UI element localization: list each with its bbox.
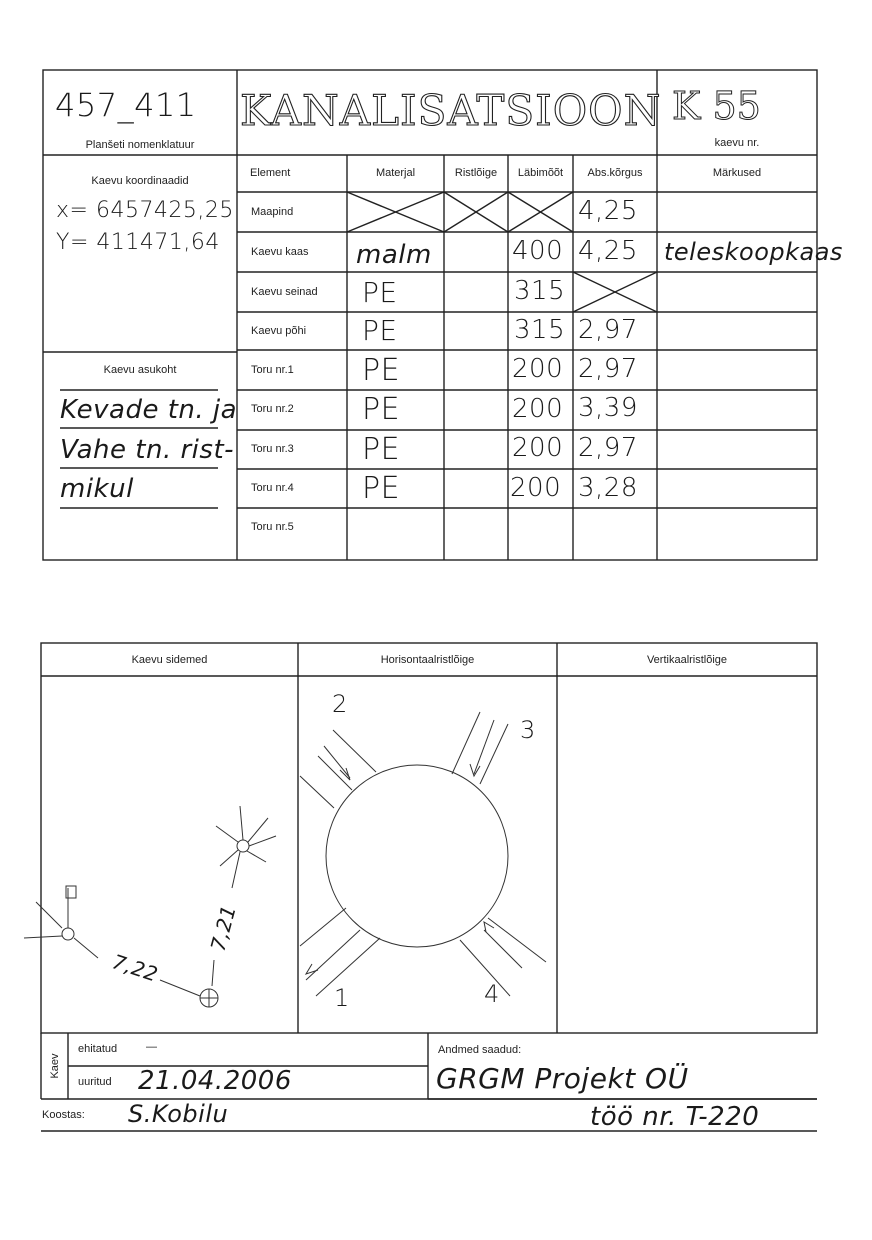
tie-distance-2: 7,21 (205, 902, 241, 954)
planset-label: Planšeti nomenklatuur (85, 139, 195, 151)
pipe-number-2: 2 (332, 690, 348, 718)
row-material: PE (362, 471, 401, 506)
row-element: Toru nr.4 (251, 482, 294, 494)
data-from-label: Andmed saadud: (438, 1044, 522, 1056)
row-element: Kaevu seinad (251, 286, 318, 298)
work-number: töö nr. T-220 (590, 1102, 760, 1132)
pipe-number-4: 4 (484, 980, 500, 1008)
row-height: 2,97 (578, 354, 638, 384)
col-cross-section: Ristlõige (454, 167, 498, 179)
row-height: 2,97 (578, 315, 638, 345)
planset-value: 457_411 (55, 86, 197, 124)
row-diameter: 200 (512, 433, 564, 463)
location-line-3: mikul (60, 474, 134, 504)
location-line-1: Kevade tn. ja (60, 395, 238, 425)
coord-y: Y= 411471,64 (56, 230, 220, 255)
form-title: KANALISATSIOON (240, 86, 662, 135)
row-diameter: 200 (512, 354, 564, 384)
col-notes: Märkused (712, 167, 762, 179)
col-diameter: Läbimõõt (517, 167, 564, 179)
col-abs-height: Abs.kõrgus (587, 167, 643, 179)
row-height: 3,39 (578, 393, 638, 423)
row-material: PE (362, 353, 401, 388)
built-value: — (146, 1041, 157, 1053)
built-label: ehitatud (78, 1043, 118, 1055)
row-element: Toru nr.3 (251, 443, 294, 455)
row-material: PE (362, 276, 398, 309)
horizontal-section-label: Horisontaalristlõige (380, 654, 475, 666)
horizontal-section-drawing (300, 712, 546, 996)
row-material: PE (362, 314, 398, 347)
row-diameter: 400 (512, 236, 564, 266)
row-material: PE (362, 392, 401, 427)
data-from-value: GRGM Projekt OÜ (436, 1062, 689, 1095)
row-height: 3,28 (578, 473, 638, 503)
ties-label: Kaevu sidemed (131, 654, 208, 666)
coord-x: x= 6457425,25 (56, 198, 234, 223)
surveyed-value: 21.04.2006 (138, 1066, 292, 1096)
row-element: Toru nr.2 (251, 403, 294, 415)
compiled-label: Koostas: (42, 1109, 85, 1121)
row-element: Toru nr.1 (251, 364, 294, 376)
vertical-section-label: Vertikaalristlõige (646, 654, 728, 666)
row-material: PE (362, 432, 401, 467)
compiled-value: S.Kobilu (128, 1100, 229, 1128)
row-diameter: 200 (510, 473, 562, 503)
coords-label: Kaevu koordinaadid (91, 175, 189, 187)
location-line-2: Vahe tn. rist- (60, 435, 235, 465)
row-material: malm (356, 240, 432, 270)
row-element: Kaevu kaas (251, 246, 309, 258)
location-label: Kaevu asukoht (103, 364, 177, 376)
surveyed-label: uuritud (78, 1076, 112, 1088)
row-height: 4,25 (578, 196, 638, 226)
tie-distance-1: 7,22 (109, 949, 162, 987)
row-notes: teleskoopkaas (664, 238, 843, 266)
well-number-label: kaevu nr. (714, 137, 760, 149)
row-height: 2,97 (578, 433, 638, 463)
row-diameter: 315 (514, 276, 566, 306)
pipe-number-3: 3 (520, 716, 536, 744)
row-height: 4,25 (578, 236, 638, 266)
well-vertical-label: Kaev (49, 1053, 61, 1079)
col-element: Element (250, 167, 291, 179)
col-material: Materjal (375, 167, 416, 179)
row-element: Toru nr.5 (251, 521, 294, 533)
pipe-number-1: 1 (334, 984, 350, 1012)
row-element: Kaevu põhi (251, 325, 307, 337)
row-diameter: 200 (512, 394, 564, 424)
row-diameter: 315 (514, 315, 566, 345)
well-number-value: K 55 (672, 84, 761, 128)
row-element: Maapind (251, 206, 294, 218)
